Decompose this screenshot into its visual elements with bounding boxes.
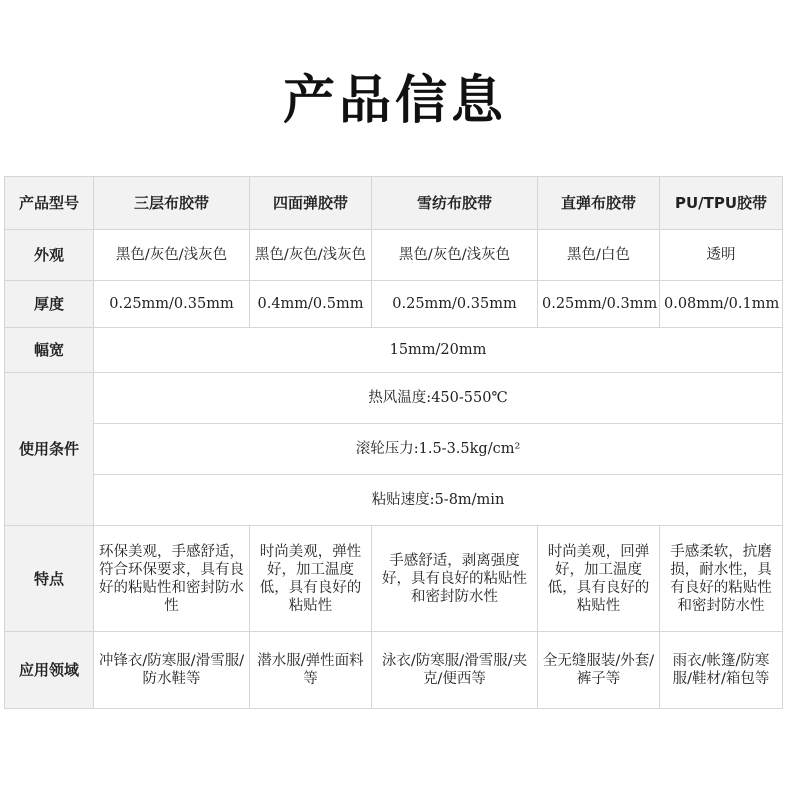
appearance-cell: 黑色/白色 [538,230,660,281]
condition-bonding-speed: 粘贴速度:5-8m/min [94,475,783,526]
applications-cell: 泳衣/防寒服/滑雪服/夹克/便西等 [372,632,538,709]
header-straight-stretch-tape: 直弹布胶带 [538,177,660,230]
row-label-width: 幅宽 [5,328,94,373]
applications-cell: 冲锋衣/防寒服/滑雪服/防水鞋等 [94,632,250,709]
applications-cell: 全无缝服装/外套/裤子等 [538,632,660,709]
condition-hot-air-temp: 热风温度:450-550℃ [94,373,783,424]
features-cell: 手感舒适，剥离强度好，具有良好的粘贴性和密封防水性 [372,526,538,632]
appearance-cell: 黑色/灰色/浅灰色 [250,230,372,281]
table-header-row [5,177,783,230]
table-row [5,475,783,526]
row-label-applications: 应用领域 [5,632,94,709]
thickness-cell: 0.08mm/0.1mm [660,281,783,328]
features-cell: 手感柔软，抗磨损，耐水性，具有良好的粘贴性和密封防水性 [660,526,783,632]
row-label-appearance: 外观 [5,230,94,281]
page-title: 产品信息 [282,71,507,131]
row-label-conditions: 使用条件 [5,373,94,526]
applications-cell: 雨衣/帐篷/防寒服/鞋材/箱包等 [660,632,783,709]
header-model: 产品型号 [5,177,94,230]
table-row [5,632,783,709]
features-cell: 时尚美观，回弹好，加工温度低，具有良好的粘贴性 [538,526,660,632]
row-label-thickness: 厚度 [5,281,94,328]
thickness-cell: 0.25mm/0.3mm [538,281,660,328]
applications-cell: 潜水服/弹性面料等 [250,632,372,709]
features-cell: 环保美观，手感舒适，符合环保要求，具有良好的粘贴性和密封防水性 [94,526,250,632]
header-pu-tpu-tape: PU/TPU胶带 [660,177,783,230]
appearance-cell: 黑色/灰色/浅灰色 [372,230,538,281]
appearance-cell: 黑色/灰色/浅灰色 [94,230,250,281]
table-row [5,373,783,424]
thickness-cell: 0.25mm/0.35mm [94,281,250,328]
thickness-cell: 0.25mm/0.35mm [372,281,538,328]
width-value: 15mm/20mm [94,328,783,373]
thickness-cell: 0.4mm/0.5mm [250,281,372,328]
appearance-cell: 透明 [660,230,783,281]
header-four-way-stretch-tape: 四面弹胶带 [250,177,372,230]
table-row [5,230,783,281]
header-three-layer-tape: 三层布胶带 [94,177,250,230]
features-cell: 时尚美观，弹性好，加工温度低，具有良好的粘贴性 [250,526,372,632]
product-spec-table [4,176,783,709]
table-row [5,328,783,373]
table-row [5,526,783,632]
condition-roller-pressure: 滚轮压力:1.5-3.5kg/cm² [94,424,783,475]
table-row [5,424,783,475]
table-row [5,281,783,328]
header-chiffon-tape: 雪纺布胶带 [372,177,538,230]
row-label-features: 特点 [5,526,94,632]
